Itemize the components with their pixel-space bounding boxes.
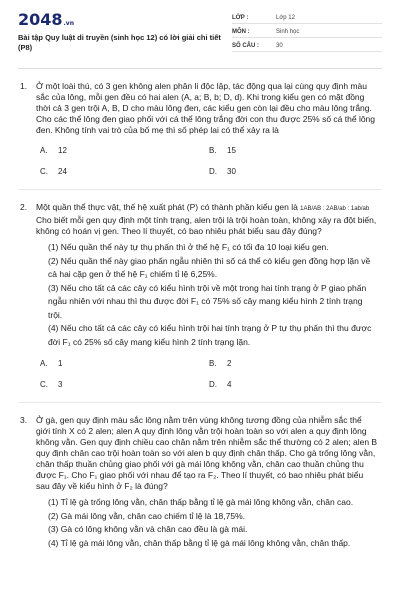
- question-text-start: Một quần thể thực vật, thế hệ xuất phát (P) có thành phần kiểu gen là: [36, 202, 301, 212]
- option-text: 4: [227, 380, 232, 389]
- header: [0, 0, 400, 60]
- question-text: [36, 202, 378, 237]
- question-number: 1.: [20, 81, 28, 91]
- meta-key: LỚP :: [232, 14, 249, 21]
- statement-3: (3) Gà có lông không vằn và chân cao đều là gà mái.: [48, 524, 248, 534]
- option-letter: A.: [40, 359, 48, 368]
- statement-3: (3) Nếu cho tất cả các cây có kiểu hình trội về một trong hai tính trạng ở P giao phấn ngẫu nhiên với nhau thì thu được đời F₁ có 75% số cây mang kiểu hình 2 tính trạng trội.: [48, 282, 367, 320]
- statement-2: (2) Gà mái lông vằn, chân cao chiếm tỉ lệ là 18,75%.: [48, 510, 246, 521]
- question-text: Ở một loài thú, có 3 gen không alen phân li độc lập, tác động qua lại cùng quy định màu sắc của lông, mỗi gen đều có hai alen (A, a; B, b; D, d). Khi trong kiểu gen có mặt đồng thời cả 3 gen trội A, B, D cho màu lông đen, các kiểu gen còn lại đều cho màu lông trắng. Cho các thể lông đen giao phối với cá thể lông trắng đời con thu được 25% số cá thể lông đen. Không tính vai trò của bố mẹ thì số phép lai có thể xảy ra là: [36, 81, 376, 135]
- option-letter: A.: [40, 146, 48, 155]
- logo-suffix: .vn: [63, 20, 74, 27]
- option-letter: D.: [209, 380, 217, 389]
- option-a[interactable]: [40, 358, 209, 369]
- question-separator: [18, 189, 382, 190]
- option-b[interactable]: [209, 145, 378, 156]
- meta-value: Lớp 12: [276, 14, 295, 21]
- question-number: 2.: [20, 202, 28, 212]
- statement-4: (4) Tỉ lệ gà mái lông vằn, chân thấp bằng tỉ lệ gà mái lông không vằn, chân thấp.: [48, 537, 351, 548]
- meta-value: Sinh học: [276, 28, 300, 35]
- option-letter: C.: [40, 380, 48, 389]
- option-d[interactable]: [209, 166, 378, 177]
- statement-1: (1) Tỉ lệ gà trống lông vằn, chân thấp bằng tỉ lệ gà mái lông không vằn, chân cao.: [48, 497, 354, 507]
- genotype-formula: 1AB/AB : 2AB/ab : 1ab/ab: [300, 206, 370, 212]
- answer-options: [36, 358, 378, 390]
- option-text: 12: [58, 146, 67, 155]
- document-title: Bài tập Quy luật di truyền (sinh học 12) có lời giải chi tiết (P8): [18, 33, 221, 52]
- question-2: [0, 202, 400, 390]
- answer-options: [36, 145, 378, 177]
- logo-text: 2048: [18, 10, 63, 29]
- meta-key: SỐ CÂU :: [232, 42, 259, 49]
- statement-1: (1) Nếu quần thể này tự thụ phấn thì ở thế hệ F₁ có tối đa 10 loại kiểu gen.: [48, 242, 329, 252]
- option-b[interactable]: [209, 358, 378, 369]
- question-text: Ở gà, gen quy định màu sắc lông nằm trên vùng không tương đồng của nhiễm sắc thể giới tính X có 2 alen; alen A quy định lông vằn trội hoàn toàn so với alen a quy định lông không vằn. Gen quy định chiều cao chân nằm trên nhiễm sắc thể thường có 2 alen; alen B quy định chân cao trội hoàn toàn so với alen b quy định chân thấp. Cho gà trống lông vằn, chân thấp thuần chủng giao phối với gà mái lông không vằn, chân cao thuần chủng thu được F₁. Cho F₁ giao phối với nhau để tạo ra F₂. Theo lí thuyết, có bao nhiêu phát biểu sau đây về kiểu hình ở F₂ là đúng?: [36, 415, 378, 491]
- option-letter: B.: [209, 146, 217, 155]
- meta-info: [232, 12, 382, 54]
- question-3: [0, 415, 400, 550]
- meta-value: 30: [276, 42, 283, 49]
- option-letter: B.: [209, 359, 217, 368]
- meta-row-subject: [232, 26, 382, 38]
- statement-4: (4) Nếu cho tất cả các cây có kiểu hình trội hai tính trạng ở P tự thụ phấn thì thu được đời F₁ có 25% số cây mang kiểu hình 2 tính trạng lặn.: [48, 323, 372, 347]
- option-text: 1: [58, 359, 63, 368]
- meta-row-class: [232, 12, 382, 24]
- statement-list: [36, 496, 378, 550]
- option-text: 15: [227, 146, 236, 155]
- option-d[interactable]: [209, 379, 378, 390]
- meta-key: MÔN :: [232, 28, 250, 35]
- option-text: 3: [58, 380, 63, 389]
- option-text: 24: [58, 167, 67, 176]
- question-number: 3.: [20, 415, 28, 425]
- option-letter: C.: [40, 167, 48, 176]
- option-c[interactable]: [40, 379, 209, 390]
- question-1: [0, 81, 400, 177]
- option-text: 2: [227, 359, 232, 368]
- statement-list: [36, 241, 378, 349]
- option-c[interactable]: [40, 166, 209, 177]
- option-a[interactable]: [40, 145, 209, 156]
- meta-row-count: [232, 40, 382, 52]
- statement-2: (2) Nếu quần thể này giao phấn ngẫu nhiên thì số cá thể có kiểu gen đồng hợp lặn về cả hai cặp gen ở thế hệ F₁ chiếm tỉ lệ 6,25%.: [48, 255, 371, 279]
- question-separator: [18, 402, 382, 403]
- option-letter: D.: [209, 167, 217, 176]
- option-text: 30: [227, 167, 236, 176]
- question-text-end: Cho biết mỗi gen quy định một tính trạng, alen trội là trội hoàn toàn, không xảy ra đột biến, không có hoán vị gen. Theo lí thuyết, có bao nhiêu phát biểu sau đây đúng?: [36, 215, 377, 236]
